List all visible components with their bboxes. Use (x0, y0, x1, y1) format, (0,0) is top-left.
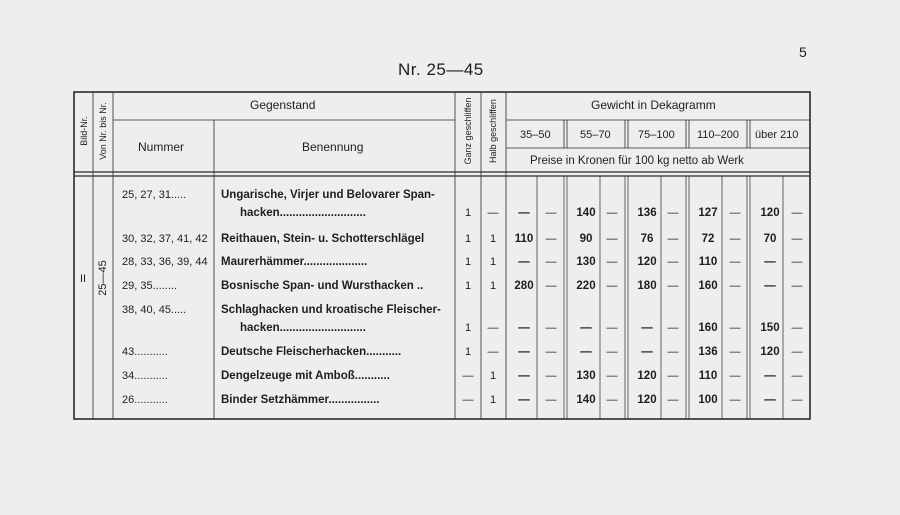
cell-halb: — (487, 207, 499, 219)
weight-range-5: über 210 (755, 129, 799, 141)
cell-d1: — (545, 233, 557, 245)
header-bild-nr: Bild-Nr. (79, 116, 89, 146)
row-benennung: Dengelzeuge mit Amboß........... (221, 370, 390, 382)
row-benennung: Binder Setzhämmer................ (221, 394, 380, 406)
row-benennung-cont: hacken........................... (240, 207, 366, 219)
cell-d2: — (606, 394, 618, 406)
cell-v4: 160 (698, 280, 718, 292)
cell-v5: — (764, 256, 776, 268)
cell-d3: — (667, 233, 679, 245)
cell-d4: — (729, 394, 741, 406)
cell-d3: — (667, 394, 679, 406)
cell-d2: — (606, 370, 618, 382)
cell-d4: — (729, 346, 741, 358)
page-number: 5 (799, 44, 807, 60)
weight-range-2: 55–70 (580, 129, 611, 141)
cell-d1: — (545, 256, 557, 268)
cell-v5: 70 (763, 233, 777, 245)
cell-v3: 120 (637, 370, 657, 382)
cell-d4: — (729, 322, 741, 334)
weight-range-3: 75–100 (638, 129, 675, 141)
cell-d4: — (729, 207, 741, 219)
cell-d2: — (606, 256, 618, 268)
cell-ganz: 1 (464, 233, 472, 245)
cell-d2: — (606, 207, 618, 219)
header-nummer: Nummer (138, 140, 185, 154)
row-nummer: 26........... (122, 394, 168, 406)
cell-v3: 180 (637, 280, 657, 292)
row-nummer: 38, 40, 45..... (122, 304, 187, 316)
cell-d5: — (791, 207, 803, 219)
cell-v5: — (764, 394, 776, 406)
cell-v1: — (518, 394, 530, 406)
cell-d1: — (545, 280, 557, 292)
cell-d3: — (667, 370, 679, 382)
cell-d5: — (791, 346, 803, 358)
cell-d4: — (729, 370, 741, 382)
cell-v3: 136 (637, 207, 657, 219)
cell-ganz: — (462, 370, 474, 382)
cell-halb: 1 (489, 233, 497, 245)
von-bis-value: 25—45 (97, 260, 109, 296)
cell-d4: — (729, 256, 741, 268)
cell-ganz: 1 (464, 207, 472, 219)
cell-d5: — (791, 370, 803, 382)
header-gewicht: Gewicht in Dekagramm (591, 98, 716, 112)
cell-d5: — (791, 233, 803, 245)
cell-halb: — (487, 322, 499, 334)
row-benennung: Reithauen, Stein- u. Schotterschlägel (221, 233, 425, 245)
cell-d5: — (791, 394, 803, 406)
cell-d2: — (606, 346, 618, 358)
cell-v2: — (580, 346, 592, 358)
cell-v2: 140 (576, 207, 596, 219)
cell-d2: — (606, 233, 618, 245)
cell-v3: — (641, 322, 653, 334)
cell-d1: — (545, 394, 557, 406)
header-preise: Preise in Kronen für 100 kg netto ab Werk (530, 155, 744, 167)
cell-v2: 220 (576, 280, 596, 292)
cell-v4: 110 (698, 256, 718, 268)
cell-d5: — (791, 256, 803, 268)
cell-v1: 280 (514, 280, 534, 292)
cell-halb: 1 (489, 256, 497, 268)
cell-v1: 110 (514, 233, 534, 245)
row-benennung-cont: hacken........................... (240, 322, 366, 334)
row-nummer: 30, 32, 37, 41, 42 (122, 233, 208, 245)
cell-v2: 130 (576, 256, 596, 268)
row-benennung: Bosnische Span- und Wursthacken .. (221, 280, 424, 292)
cell-v3: — (641, 346, 653, 358)
cell-d1: — (545, 370, 557, 382)
row-nummer: 28, 33, 36, 39, 44 (122, 256, 208, 268)
cell-d3: — (667, 346, 679, 358)
cell-v1: — (518, 256, 530, 268)
cell-d3: — (667, 256, 679, 268)
cell-v2: 90 (579, 233, 593, 245)
cell-halb: — (487, 346, 499, 358)
cell-ganz: — (462, 394, 474, 406)
cell-v1: — (518, 370, 530, 382)
cell-d2: — (606, 280, 618, 292)
cell-d4: — (729, 233, 741, 245)
cell-v4: 110 (698, 370, 718, 382)
cell-d1: — (545, 346, 557, 358)
row-nummer: 29, 35........ (122, 280, 178, 292)
cell-v2: 140 (576, 394, 596, 406)
cell-v1: — (518, 322, 530, 334)
row-nummer: 43........... (122, 346, 168, 358)
cell-d3: — (667, 207, 679, 219)
row-benennung: Schlaghacken und kroatische Fleischer- (221, 304, 441, 316)
cell-v4: 160 (698, 322, 718, 334)
header-gegenstand: Gegenstand (250, 98, 316, 112)
row-benennung: Maurerhämmer.................... (221, 256, 368, 268)
row-nummer: 34........... (122, 370, 168, 382)
cell-d5: — (791, 280, 803, 292)
cell-d1: — (545, 322, 557, 334)
cell-v4: 136 (698, 346, 718, 358)
cell-v5: 120 (760, 207, 780, 219)
cell-v1: — (518, 207, 530, 219)
cell-v3: 76 (640, 233, 654, 245)
cell-v3: 120 (637, 256, 657, 268)
cell-halb: 1 (489, 370, 497, 382)
weight-range-1: 35–50 (520, 129, 551, 141)
bild-nr-value: II (80, 273, 87, 285)
cell-d3: — (667, 280, 679, 292)
cell-d4: — (729, 280, 741, 292)
header-von-bis: Von Nr. bis Nr. (98, 102, 108, 160)
cell-v3: 120 (637, 394, 657, 406)
cell-v4: 127 (698, 207, 718, 219)
cell-v2: — (580, 322, 592, 334)
page-title: Nr. 25—45 (398, 60, 484, 79)
cell-ganz: 1 (464, 280, 472, 292)
header-ganz-geschliffen: Ganz geschliffen (463, 97, 473, 165)
cell-v5: — (764, 280, 776, 292)
row-nummer: 25, 27, 31..... (122, 189, 187, 201)
cell-d5: — (791, 322, 803, 334)
cell-d3: — (667, 322, 679, 334)
row-benennung: Ungarische, Virjer und Belovarer Span- (221, 189, 435, 201)
cell-ganz: 1 (464, 346, 472, 358)
header-benennung: Benennung (302, 140, 364, 154)
cell-v2: 130 (576, 370, 596, 382)
weight-range-4: 110–200 (697, 129, 740, 141)
cell-ganz: 1 (464, 256, 472, 268)
cell-v5: — (764, 370, 776, 382)
cell-v4: 100 (698, 394, 718, 406)
cell-ganz: 1 (464, 322, 472, 334)
cell-d1: — (545, 207, 557, 219)
row-benennung: Deutsche Fleischerhacken........... (221, 346, 402, 358)
cell-halb: 1 (489, 394, 497, 406)
cell-v4: 72 (701, 233, 715, 245)
cell-v5: 120 (760, 346, 780, 358)
header-halb-geschliffen: Halb geschliffen (488, 99, 498, 163)
cell-v5: 150 (760, 322, 780, 334)
cell-halb: 1 (489, 280, 497, 292)
cell-d2: — (606, 322, 618, 334)
cell-v1: — (518, 346, 530, 358)
